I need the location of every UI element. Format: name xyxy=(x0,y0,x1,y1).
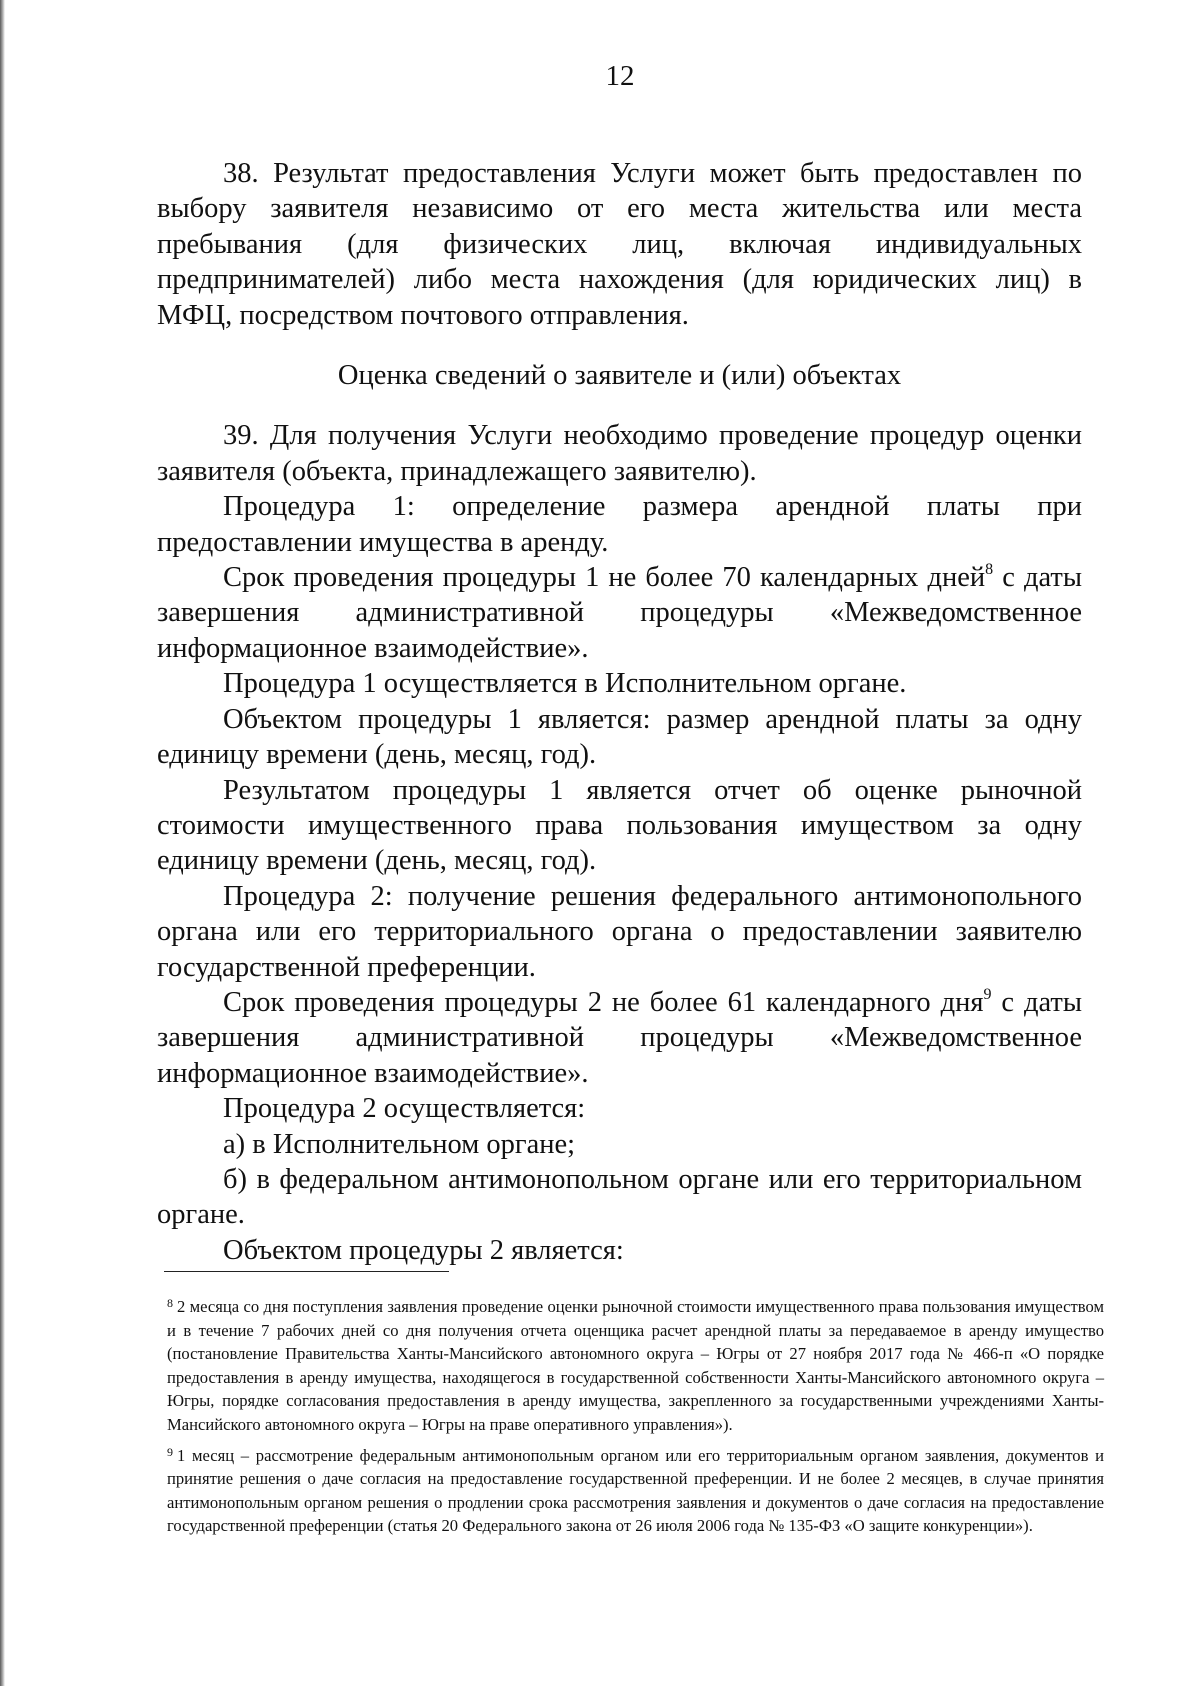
procedure-1-place: Процедура 1 осуществляется в Исполнительном органе. xyxy=(223,668,907,700)
footnote-8-text: 2 месяца со дня поступления заявления проведение оценки рыночной стоимости имущественного права пользования имуществом и в течение 7 рабочих дней со дня получения отчета оценщика расчет арендной платы за передаваемое в аренду имущество (постановление Правительства Ханты-Мансийского автономного округа – Югры от 27 ноября 2017 года № 466-п «О порядке предоставления в аренду имущества, находящегося в государственной собственности Ханты-Мансийского автономного округа – Югры, порядке согласования предоставления в аренду имущества, закрепленного за государственными учреждениями Ханты-Мансийского автономного округа – Югры на праве оперативного управления»). xyxy=(167,1297,1104,1434)
section-heading: Оценка сведений о заявителе и (или) объектах xyxy=(337,360,902,392)
procedure-2-place-a: а) в Исполнительном органе; xyxy=(223,1128,576,1160)
procedure-2-definition: Процедура 2: получение решения федерального антимонопольного органа или его территориального органа о предоставлении заявителю государственной преференции. xyxy=(157,880,1082,983)
procedure-2-term-text: Срок проведения процедуры 2 не более 61 календарного дня xyxy=(223,986,984,1018)
document-body xyxy=(157,156,1082,1268)
footnotes xyxy=(167,1295,1104,1545)
footnote-ref-8[interactable]: 8 xyxy=(985,561,994,579)
footnote-ref-9[interactable]: 9 xyxy=(983,985,992,1003)
procedure-1-term xyxy=(157,560,1082,666)
scan-edge-shadow xyxy=(0,0,5,1686)
footnote-8-mark: 8 xyxy=(167,1296,173,1310)
procedure-2-term-rest: с даты завершения административной процедуры «Межведомственное информационное взаимодействие». xyxy=(157,986,1082,1089)
procedure-1-result: Результатом процедуры 1 является отчет об оценке рыночной стоимости имущественного права пользования имуществом за одну единицу времени (день, месяц, год). xyxy=(157,774,1082,877)
procedure-2-place-b: б) в федеральном антимонопольном органе или его территориальном органе. xyxy=(157,1163,1082,1231)
procedure-1-definition: Процедура 1: определение размера арендной платы при предоставлении имущества в аренду. xyxy=(157,491,1082,558)
procedure-1-term-text: Срок проведения процедуры 1 не более 70 календарных дней xyxy=(223,562,986,594)
paragraph-38: 38. Результат предоставления Услуги может быть предоставлен по выбору заявителя независимо от его места жительства или места пребывания (для физических лиц, включая индивидуальных предпринимателей) либо места нахождения (для юридических лиц) в МФЦ, посредством почтового отправления. xyxy=(157,158,1082,331)
footnote-8 xyxy=(167,1295,1104,1437)
paragraph-39: 39. Для получения Услуги необходимо проведение процедур оценки заявителя (объекта, принадлежащего заявителю). xyxy=(157,420,1082,487)
procedure-2-place: Процедура 2 осуществляется: xyxy=(223,1093,586,1125)
footnote-separator xyxy=(164,1271,449,1272)
footnote-9-text: 1 месяц – рассмотрение федеральным антимонопольным органом или его территориальным органом заявления, документов и принятие решения о даче согласия на предоставление государственной преференции. И не более 2 месяцев, в случае принятия антимонопольным органом решения о продлении срока рассмотрения заявления и документов о даче согласия на предоставление государственной преференции (статья 20 Федерального закона от 26 июля 2006 года № 135-ФЗ «О защите конкуренции»). xyxy=(167,1445,1104,1536)
procedure-1-term-rest: с даты завершения административной процедуры «Межведомственное информационное взаимодействие». xyxy=(157,562,1082,664)
procedure-2-object: Объектом процедуры 2 является: xyxy=(223,1234,624,1266)
procedure-2-term xyxy=(157,985,1082,1091)
procedure-1-object: Объектом процедуры 1 является: размер арендной платы за одну единицу времени (день, месяц, год). xyxy=(157,703,1082,771)
footnote-9-mark: 9 xyxy=(167,1444,173,1459)
footnote-9 xyxy=(167,1444,1104,1538)
page-number: 12 xyxy=(605,60,635,92)
